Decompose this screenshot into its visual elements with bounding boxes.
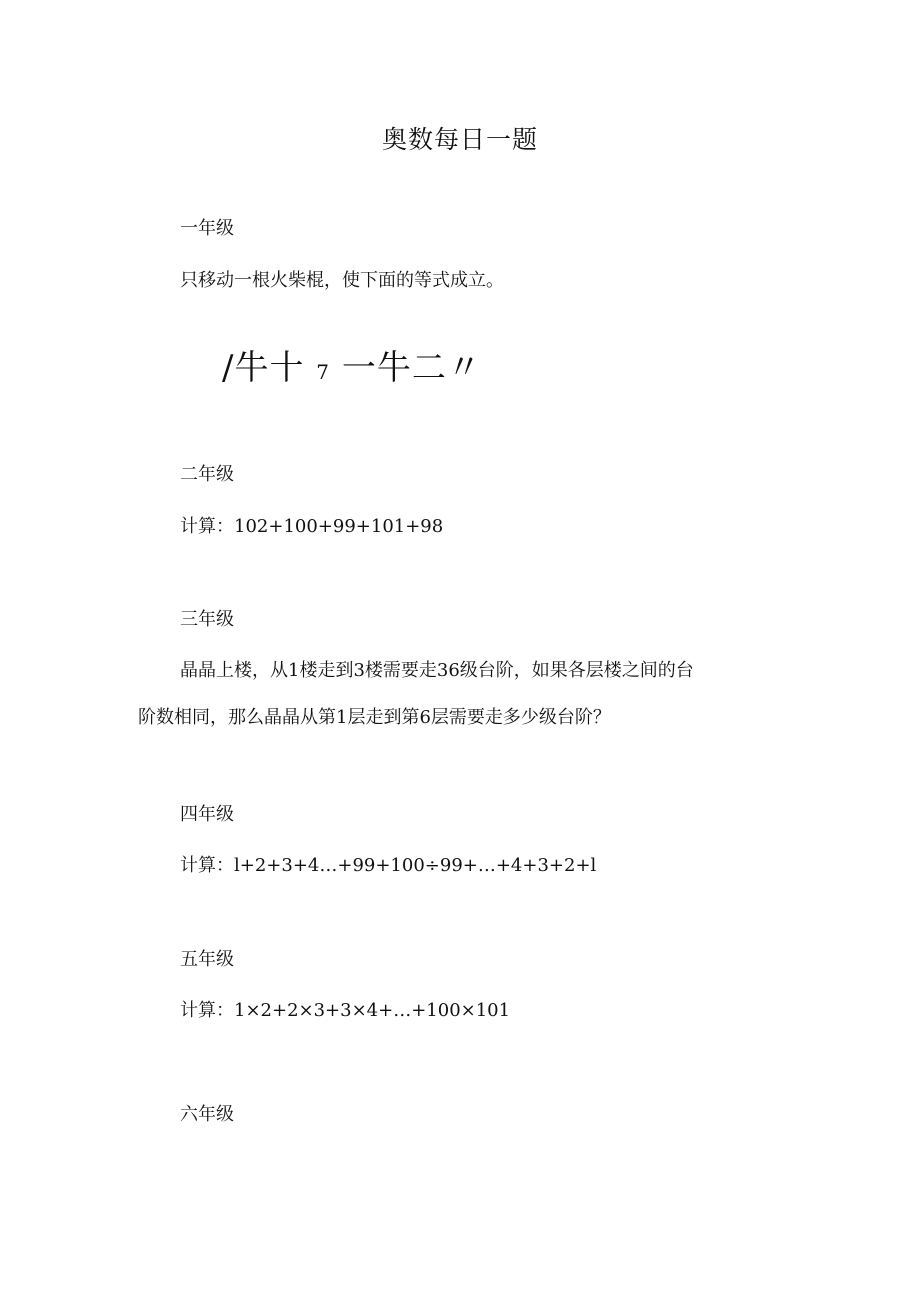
matchstick-equation bbox=[222, 340, 482, 389]
grade-3-heading: 三年级 bbox=[180, 609, 234, 630]
grade-5-question: 计算：1×2+2×3+3×4+…+100×101 bbox=[180, 1000, 511, 1021]
matchstick-equation-part1: /牛十 bbox=[222, 348, 305, 388]
matchstick-equation-part2: 7 bbox=[316, 360, 331, 384]
grade-3-question-line1: 晶晶上楼，从1楼走到3楼需要走36级台阶，如果各层楼之间的台 bbox=[180, 660, 694, 681]
grade-3-question-line2: 阶数相同，那么晶晶从第1层走到第6层需要走多少级台阶？ bbox=[138, 707, 611, 728]
grade-4-question: 计算：l+2+3+4…+99+100÷99+…+4+3+2+l bbox=[180, 855, 597, 876]
grade-1-question: 只移动一根火柴棍，使下面的等式成立。 bbox=[180, 270, 504, 291]
grade-1-heading: 一年级 bbox=[180, 218, 234, 239]
grade-6-heading: 六年级 bbox=[180, 1104, 234, 1125]
grade-5-heading: 五年级 bbox=[180, 949, 234, 970]
grade-4-heading: 四年级 bbox=[180, 804, 234, 825]
grade-2-heading: 二年级 bbox=[180, 464, 234, 485]
grade-2-question: 计算：102+100+99+101+98 bbox=[180, 516, 444, 537]
matchstick-equation-part3: 一牛二〃 bbox=[341, 348, 482, 388]
page-title: 奥数每日一题 bbox=[381, 125, 538, 154]
